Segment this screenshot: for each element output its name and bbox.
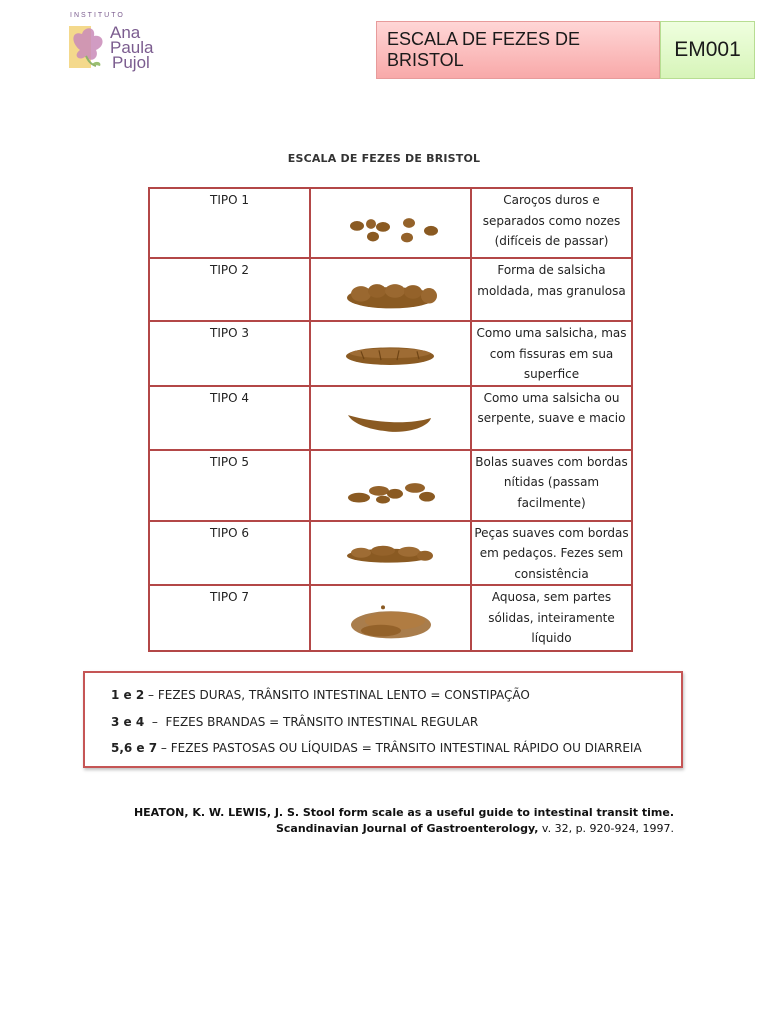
summary-types: 3 e 4 bbox=[111, 715, 145, 729]
reference-line-1: HEATON, K. W. LEWIS, J. S. Stool form scale as a useful guide to intestinal transit time. bbox=[133, 806, 674, 819]
logo-pujol: Pujol bbox=[112, 53, 150, 72]
stool-type-4-icon bbox=[311, 387, 470, 449]
stool-description: Peças suaves com bordas em pedaços. Fezes sem consistência bbox=[471, 521, 632, 586]
reference-details: v. 32, p. 920-924, 1997. bbox=[538, 822, 674, 835]
stool-description: Aquosa, sem partes sólidas, inteiramente líquido bbox=[471, 585, 632, 651]
stool-type-6-icon bbox=[311, 522, 470, 585]
stool-type-5-icon bbox=[311, 451, 470, 520]
summary-line bbox=[111, 741, 642, 755]
table-row bbox=[149, 521, 632, 586]
stool-type-7-icon bbox=[311, 586, 470, 650]
summary-text: – FEZES DURAS, TRÂNSITO INTESTINAL LENTO = CONSTIPAÇÃO bbox=[144, 688, 530, 702]
summary-types: 1 e 2 bbox=[111, 688, 145, 702]
reference-line-2 bbox=[276, 822, 674, 835]
summary-types: 5,6 e 7 bbox=[111, 741, 158, 755]
table-row bbox=[149, 585, 632, 651]
tipo-label: TIPO 3 bbox=[149, 321, 310, 386]
stool-type-1-icon bbox=[311, 189, 470, 257]
tipo-label: TIPO 1 bbox=[149, 188, 310, 258]
tipo-label: TIPO 2 bbox=[149, 258, 310, 321]
document-title: ESCALA DE FEZES DE BRISTOL bbox=[287, 152, 481, 165]
tipo-label: TIPO 7 bbox=[149, 585, 310, 651]
table-row bbox=[149, 188, 632, 258]
stool-image-cell bbox=[310, 386, 471, 450]
stool-image-cell bbox=[310, 188, 471, 258]
stool-description: Como uma salsicha, mas com fissuras em sua superfice bbox=[471, 321, 632, 386]
stool-image-cell bbox=[310, 321, 471, 386]
table-row bbox=[149, 386, 632, 450]
stool-description: Caroços duros e separados como nozes (difíceis de passar) bbox=[471, 188, 632, 258]
bristol-scale-table bbox=[148, 187, 633, 652]
stool-type-2-icon bbox=[311, 259, 470, 320]
table-row bbox=[149, 258, 632, 321]
tipo-label: TIPO 5 bbox=[149, 450, 310, 521]
header-code-box: EM001 bbox=[660, 21, 755, 79]
summary-box bbox=[83, 671, 683, 768]
summary-text: – FEZES BRANDAS = TRÂNSITO INTESTINAL REGULAR bbox=[144, 715, 479, 729]
stool-image-cell bbox=[310, 585, 471, 651]
flower-logo-icon bbox=[66, 20, 112, 70]
table-row bbox=[149, 321, 632, 386]
stool-description: Bolas suaves com bordas nítidas (passam facilmente) bbox=[471, 450, 632, 521]
summary-line bbox=[111, 715, 478, 729]
stool-image-cell bbox=[310, 521, 471, 586]
logo-instituto-text: INSTITUTO bbox=[70, 12, 125, 19]
logo-paula: Paula bbox=[110, 38, 154, 57]
stool-image-cell bbox=[310, 258, 471, 321]
reference-journal: Scandinavian Journal of Gastroenterology, bbox=[275, 822, 539, 835]
institute-logo bbox=[66, 12, 186, 70]
stool-description: Forma de salsicha moldada, mas granulosa bbox=[471, 258, 632, 321]
stool-description: Como uma salsicha ou serpente, suave e macio bbox=[471, 386, 632, 450]
tipo-label: TIPO 4 bbox=[149, 386, 310, 450]
stool-image-cell bbox=[310, 450, 471, 521]
summary-text: – FEZES PASTOSAS OU LÍQUIDAS = TRÂNSITO INTESTINAL RÁPIDO OU DIARREIA bbox=[157, 741, 642, 755]
summary-line bbox=[111, 688, 530, 702]
stool-type-3-icon bbox=[311, 322, 470, 385]
table-row bbox=[149, 450, 632, 521]
tipo-label: TIPO 6 bbox=[149, 521, 310, 586]
logo-ana: Ana bbox=[110, 23, 141, 42]
header-title-box: ESCALA DE FEZES DE BRISTOL bbox=[376, 21, 660, 79]
